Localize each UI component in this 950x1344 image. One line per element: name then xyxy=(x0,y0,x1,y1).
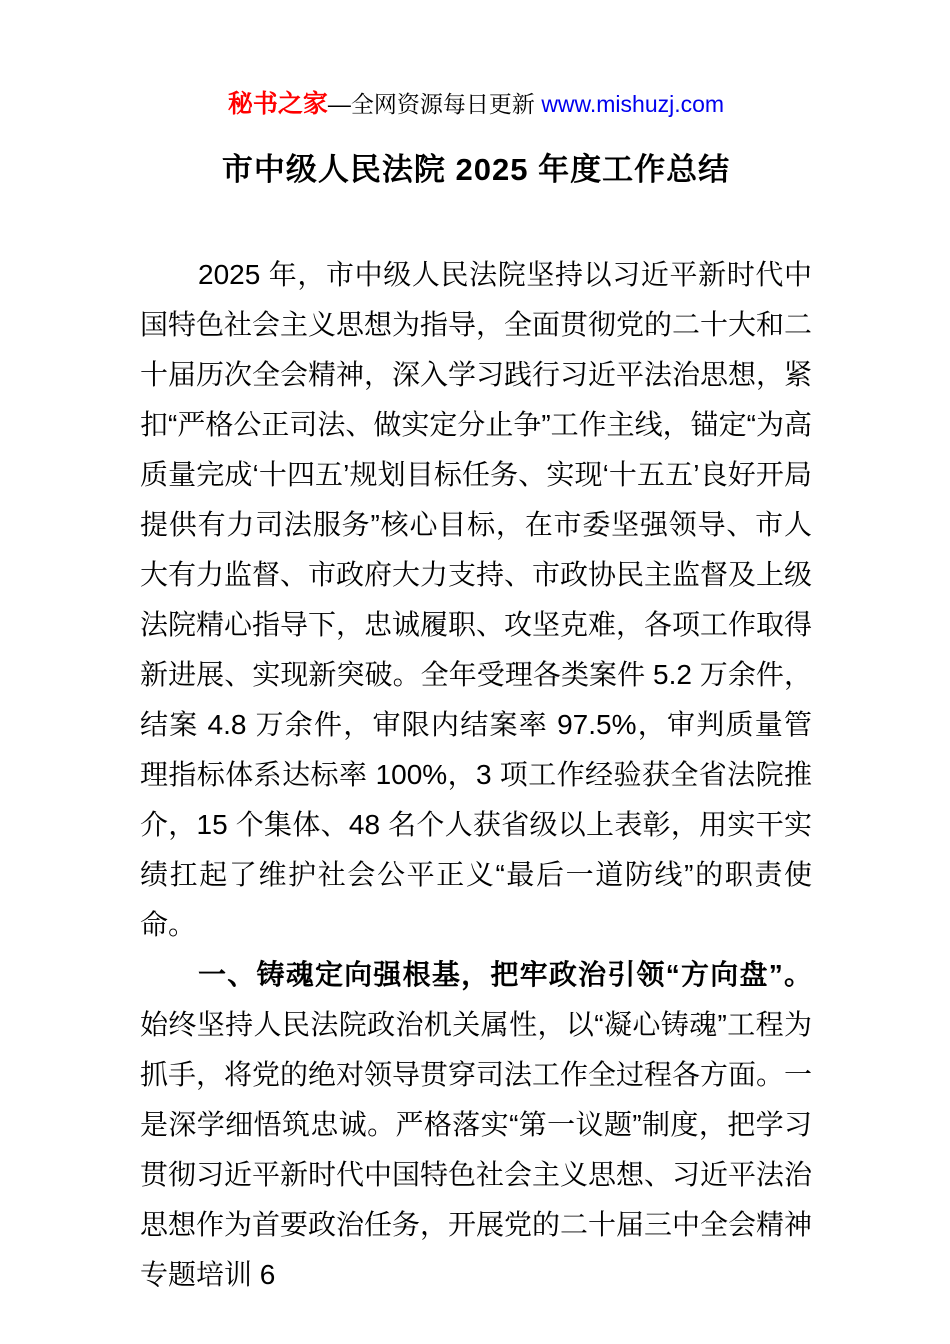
site-name: 秘书之家 xyxy=(227,90,328,118)
section-one-heading: 一、铸魂定向强根基，把牢政治引领“方向盘”。 xyxy=(198,959,812,990)
document-body xyxy=(140,250,812,1300)
document-title: 市中级人民法院 2025 年度工作总结 xyxy=(221,152,731,187)
paragraph-section-one xyxy=(140,950,812,1300)
paragraph-summary xyxy=(140,250,812,950)
paragraph-summary-text: 2025 年，市中级人民法院坚持以习近平新时代中国特色社会主义思想为指导，全面贯彻党的二十大和二十届历次全会精神，深入学习践行习近平法治思想，紧扣“严格公正司法、做实定分止争”工作主线，锚定“为高质量完成‘十四五’规划目标任务、实现‘十五五’良好开局提供有力司法服务”核心目标，在市委坚强领导、市人大有力监督、市政府大力支持、市政协民主监督及上级法院精心指导下，忠诚履职、攻坚克难，各项工作取得新进展、实现新突破。全年受理各类案件 5.2 万余件，结案 4.8 万余件，审限内结案率 97.5%，审判质量管理指标体系达标率 100%，3 项工作经验获全省法院推介，15 个集体、48 名个人获省级以上表彰，用实干实绩扛起了维护社会公平正义“最后一道防线”的职责使命。 xyxy=(140,259,813,940)
site-url-link[interactable]: www.mishuzj.com xyxy=(541,91,725,117)
section-one-text: 始终坚持人民法院政治机关属性，以“凝心铸魂”工程为抓手，将党的绝对领导贯穿司法工作全过程各方面。一是深学细悟筑忠诚。严格落实“第一议题”制度，把学习贯彻习近平新时代中国特色社会主义思想、习近平法治思想作为首要政治任务，开展党的二十届三中全会精神专题培训 6 xyxy=(140,1009,813,1290)
site-tagline: —全网资源每日更新 xyxy=(327,91,542,117)
site-header xyxy=(140,86,812,122)
